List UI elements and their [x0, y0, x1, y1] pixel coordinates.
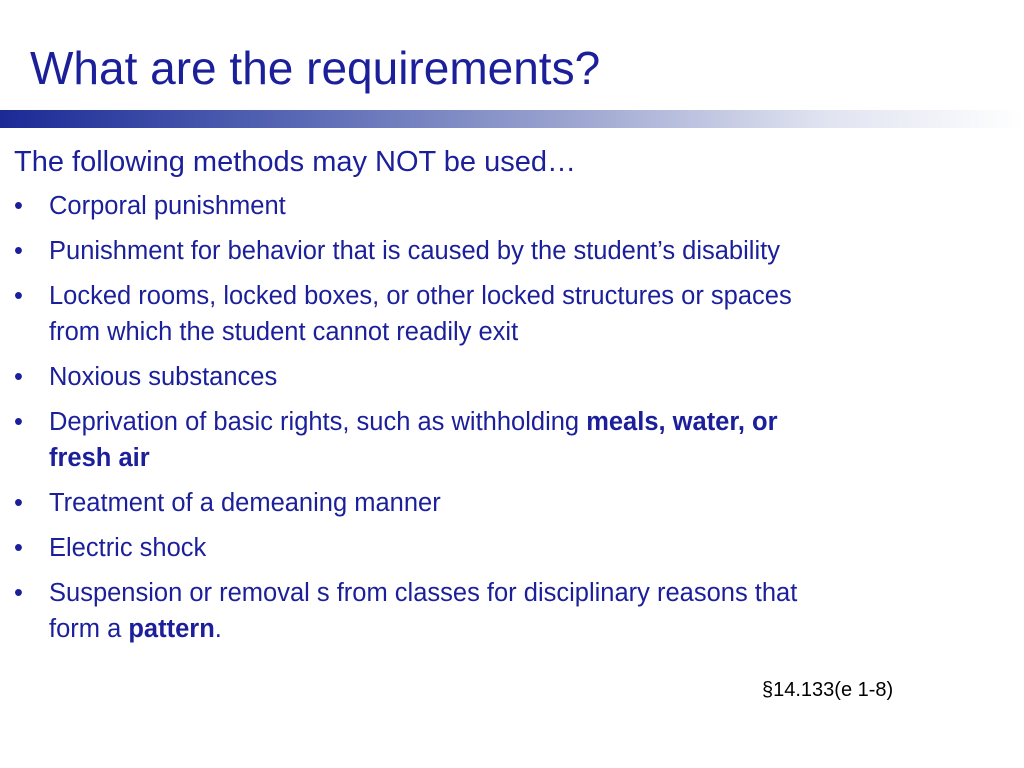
- bullet-item-noxious-substances: [14, 359, 1004, 395]
- bullet-item-suspension-pattern: [14, 575, 1004, 647]
- citation-reference: §14.133(e 1-8): [762, 679, 894, 701]
- bullet-list: [14, 188, 1004, 647]
- bullet-text-plain: Deprivation of basic rights, such as withholding: [49, 408, 587, 436]
- bullet-text-line-2: from which the student cannot readily exit: [49, 318, 519, 346]
- bullet-text-line-2: [49, 440, 1004, 476]
- bullet-text: Electric shock: [49, 534, 207, 562]
- bullet-icon: •: [14, 489, 23, 517]
- bullet-icon: •: [14, 237, 23, 265]
- bullet-icon: •: [14, 408, 23, 436]
- bullet-text-emphasis: fresh air: [49, 444, 150, 472]
- bullet-text-line-1: [49, 404, 1004, 440]
- slide-body: [14, 144, 1004, 656]
- bullet-icon: •: [14, 192, 23, 220]
- bullet-text-line-1: Suspension or removal s from classes for disciplinary reasons that: [49, 579, 798, 607]
- bullet-text-line-2: [49, 611, 1004, 647]
- bullet-icon: •: [14, 282, 23, 310]
- bullet-text-punctuation: .: [214, 615, 222, 643]
- slide-title: What are the requirements?: [30, 42, 601, 94]
- bullet-text: Noxious substances: [49, 363, 278, 391]
- bullet-item-locked-rooms: [14, 278, 1004, 350]
- bullet-text: Punishment for behavior that is caused by the student’s disability: [49, 237, 780, 265]
- bullet-item-deprivation-of-rights: [14, 404, 1004, 476]
- bullet-item-disability-punishment: [14, 233, 1004, 269]
- bullet-icon: •: [14, 579, 23, 607]
- bullet-text: Corporal punishment: [49, 192, 286, 220]
- bullet-item-demeaning-treatment: [14, 485, 1004, 521]
- bullet-text-plain: form a: [49, 615, 129, 643]
- title-gradient-rule: [0, 110, 1024, 128]
- bullet-icon: •: [14, 363, 23, 391]
- bullet-text-emphasis: meals, water, or: [586, 408, 778, 436]
- lead-text: The following methods may NOT be used…: [14, 146, 577, 178]
- bullet-text-emphasis: pattern: [128, 615, 215, 643]
- bullet-item-electric-shock: [14, 530, 1004, 566]
- bullet-icon: •: [14, 534, 23, 562]
- bullet-item-corporal-punishment: [14, 188, 1004, 224]
- bullet-text-line-1: Locked rooms, locked boxes, or other locked structures or spaces: [49, 282, 792, 310]
- bullet-text: Treatment of a demeaning manner: [49, 489, 441, 517]
